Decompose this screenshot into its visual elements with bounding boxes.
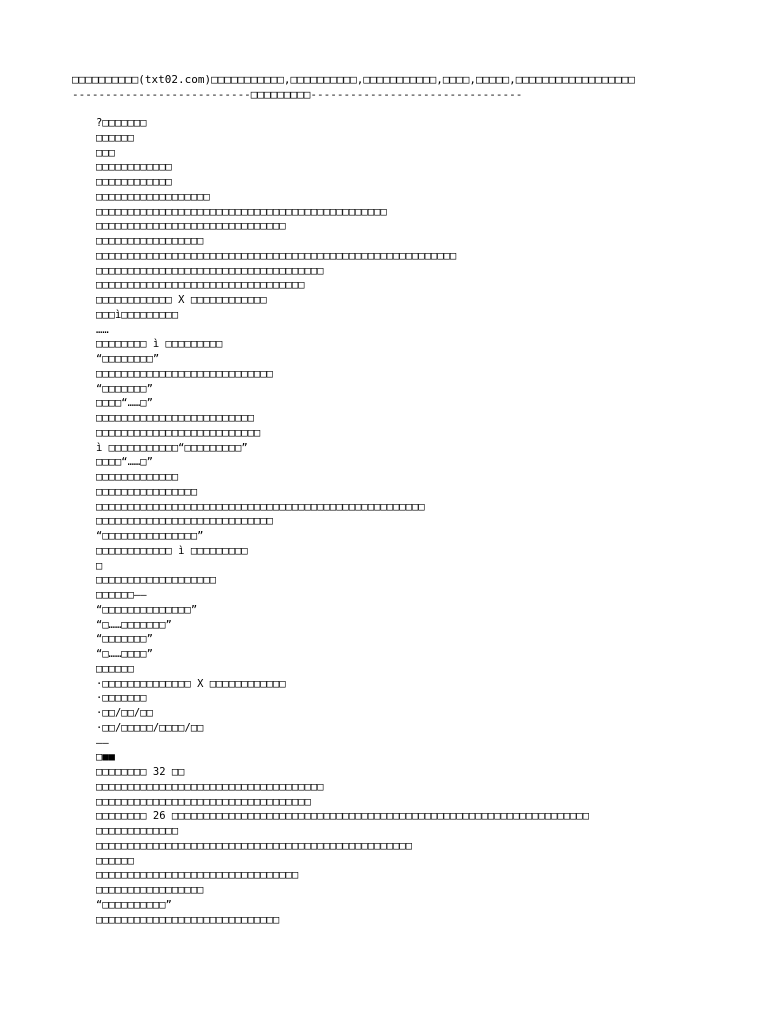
text-line: □□□□□□□□□□□□□□□□□□□□□□□□□□□□□□□□□□□□□□□□□□□□□□ <box>96 205 387 218</box>
text-line: □□□□□□□□ ì □□□□□□□□□ <box>96 338 223 351</box>
text-line: ì □□□□□□□□□□□“□□□□□□□□□” <box>96 441 248 454</box>
section-divider: ---------------------------□□□□□□□□□-------------------------------- <box>72 88 523 101</box>
text-line: □□□□□□□□□□□□□□□□□□□□□□□□□□□□□□□□□ <box>96 279 305 292</box>
text-line: □□□□“……□” <box>96 397 153 410</box>
text-line: □□□□□□□□□□□□□□□□□□□□□□□□□□□□□□□□□□□□□□□□□□□□□□□□□□□□□□□□□ <box>96 249 457 262</box>
text-line: □□□□□□□□□□□□□ <box>96 471 179 483</box>
text-line: ?□□□□□□□ <box>96 117 147 129</box>
text-line: “□……□□□□□□□” <box>96 618 172 631</box>
text-line: □□□□□□□□□□□□□□□□ <box>96 485 198 498</box>
text-line: □□□□□□□□□□□□□□□□□□ <box>96 190 210 203</box>
text-line: …… <box>96 323 109 336</box>
text-line: □□□□□□□□□□□□□□□□□ <box>96 884 204 896</box>
text-line: “□□□□□□□□□□” <box>96 898 172 911</box>
text-line: “□□□□□□□□□□□□□□□” <box>96 530 204 542</box>
text-line: □□□ì□□□□□□□□□ <box>96 308 179 321</box>
document-body <box>72 116 712 927</box>
text-line: □□□□□□□□□□□□□□□□□□□□□□□□□□□□□ <box>96 913 280 926</box>
text-line: □□□□□□□□□□□□□□□□□□□ <box>96 574 217 587</box>
text-line: □□□□□□□□ 32 □□ <box>96 766 185 778</box>
text-line: □□□□□□□□□□□□□□□□□□□□□□□□□□□□ <box>96 515 274 528</box>
text-line: “□□□□□□□□□□□□□□” <box>96 603 198 616</box>
text-line: □□□□□□□□□□□□ ì □□□□□□□□□ <box>96 544 248 557</box>
text-line: —— <box>96 736 109 749</box>
text-line: □□□□□□□□□□□□□□□□□□□□□□□□□□□□□□□□□□□□ <box>96 780 324 793</box>
text-line: □ <box>96 559 103 572</box>
text-line: □□□□□□—— <box>96 589 147 601</box>
text-line: ·□□/□□/□□ <box>96 707 153 719</box>
text-line: “□……□□□□” <box>96 648 153 660</box>
text-line: □□□□□□ <box>96 131 134 144</box>
text-line: □□□□□□□□ 26 □□□□□□□□□□□□□□□□□□□□□□□□□□□□□□□□□□□□□□□□□□□□□□□□□□□□□□□□□□□□□□□□□□ <box>96 810 590 823</box>
text-line: □□□□□□□□□□□□□□□□□□□□□□□□□□□□□□ <box>96 220 286 233</box>
text-line: “□□□□□□□” <box>96 633 153 646</box>
text-line: □□□□□□□□□□□□□□□□□□□□□□□□□□□□□□□□□□□□□□□□□□□□□□□□□□ <box>96 839 413 852</box>
document-header: □□□□□□□□□□(txt02.com)□□□□□□□□□□□,□□□□□□□□□□,□□□□□□□□□□□,□□□□,□□□□□,□□□□□□□□□□□□□□□□□□ <box>72 73 635 86</box>
text-line: ·□□/□□□□□/□□□□/□□ <box>96 721 204 734</box>
text-line: □□□□□□□□□□□□ X □□□□□□□□□□□□ <box>96 294 267 306</box>
text-line: □□□□“……□” <box>96 456 153 469</box>
text-line: □□□□□□□□□□□□□ <box>96 825 179 837</box>
text-line: □□□□□□□□□□□□□□□□□□□□□□□□□□ <box>96 426 261 439</box>
text-line: □□□□□□ <box>96 854 134 867</box>
text-line: □□□□□□□□□□□□□□□□□□□□□□□□□□□□ <box>96 367 274 380</box>
text-line: □□□□□□□□□□□□□□□□□ <box>96 235 204 247</box>
text-line: □□□□□□□□□□□□□□□□□□□□□□□□□□□□□□□□□□□□ <box>96 264 324 277</box>
text-line: ·□□□□□□□ <box>96 692 147 705</box>
text-line: □■■ <box>96 751 115 764</box>
text-line: ·□□□□□□□□□□□□□□ X □□□□□□□□□□□□ <box>96 677 286 690</box>
text-line: “□□□□□□□” <box>96 382 153 395</box>
text-line: □□□□□□ <box>96 662 134 675</box>
text-line: □□□□□□□□□□□□□□□□□□□□□□□□□□□□□□□□□□ <box>96 795 311 808</box>
text-line: □□□ <box>96 146 115 159</box>
document-page <box>72 72 712 927</box>
text-line: □□□□□□□□□□□□□□□□□□□□□□□□□□□□□□□□□□□□□□□□□□□□□□□□□□□□ <box>96 500 425 513</box>
text-line: □□□□□□□□□□□□ <box>96 161 172 174</box>
text-line: □□□□□□□□□□□□□□□□□□□□□□□□□□□□□□□□ <box>96 869 299 882</box>
text-line: □□□□□□□□□□□□□□□□□□□□□□□□□ <box>96 412 255 424</box>
text-line: “□□□□□□□□” <box>96 353 160 365</box>
text-line: □□□□□□□□□□□□ <box>96 176 172 188</box>
